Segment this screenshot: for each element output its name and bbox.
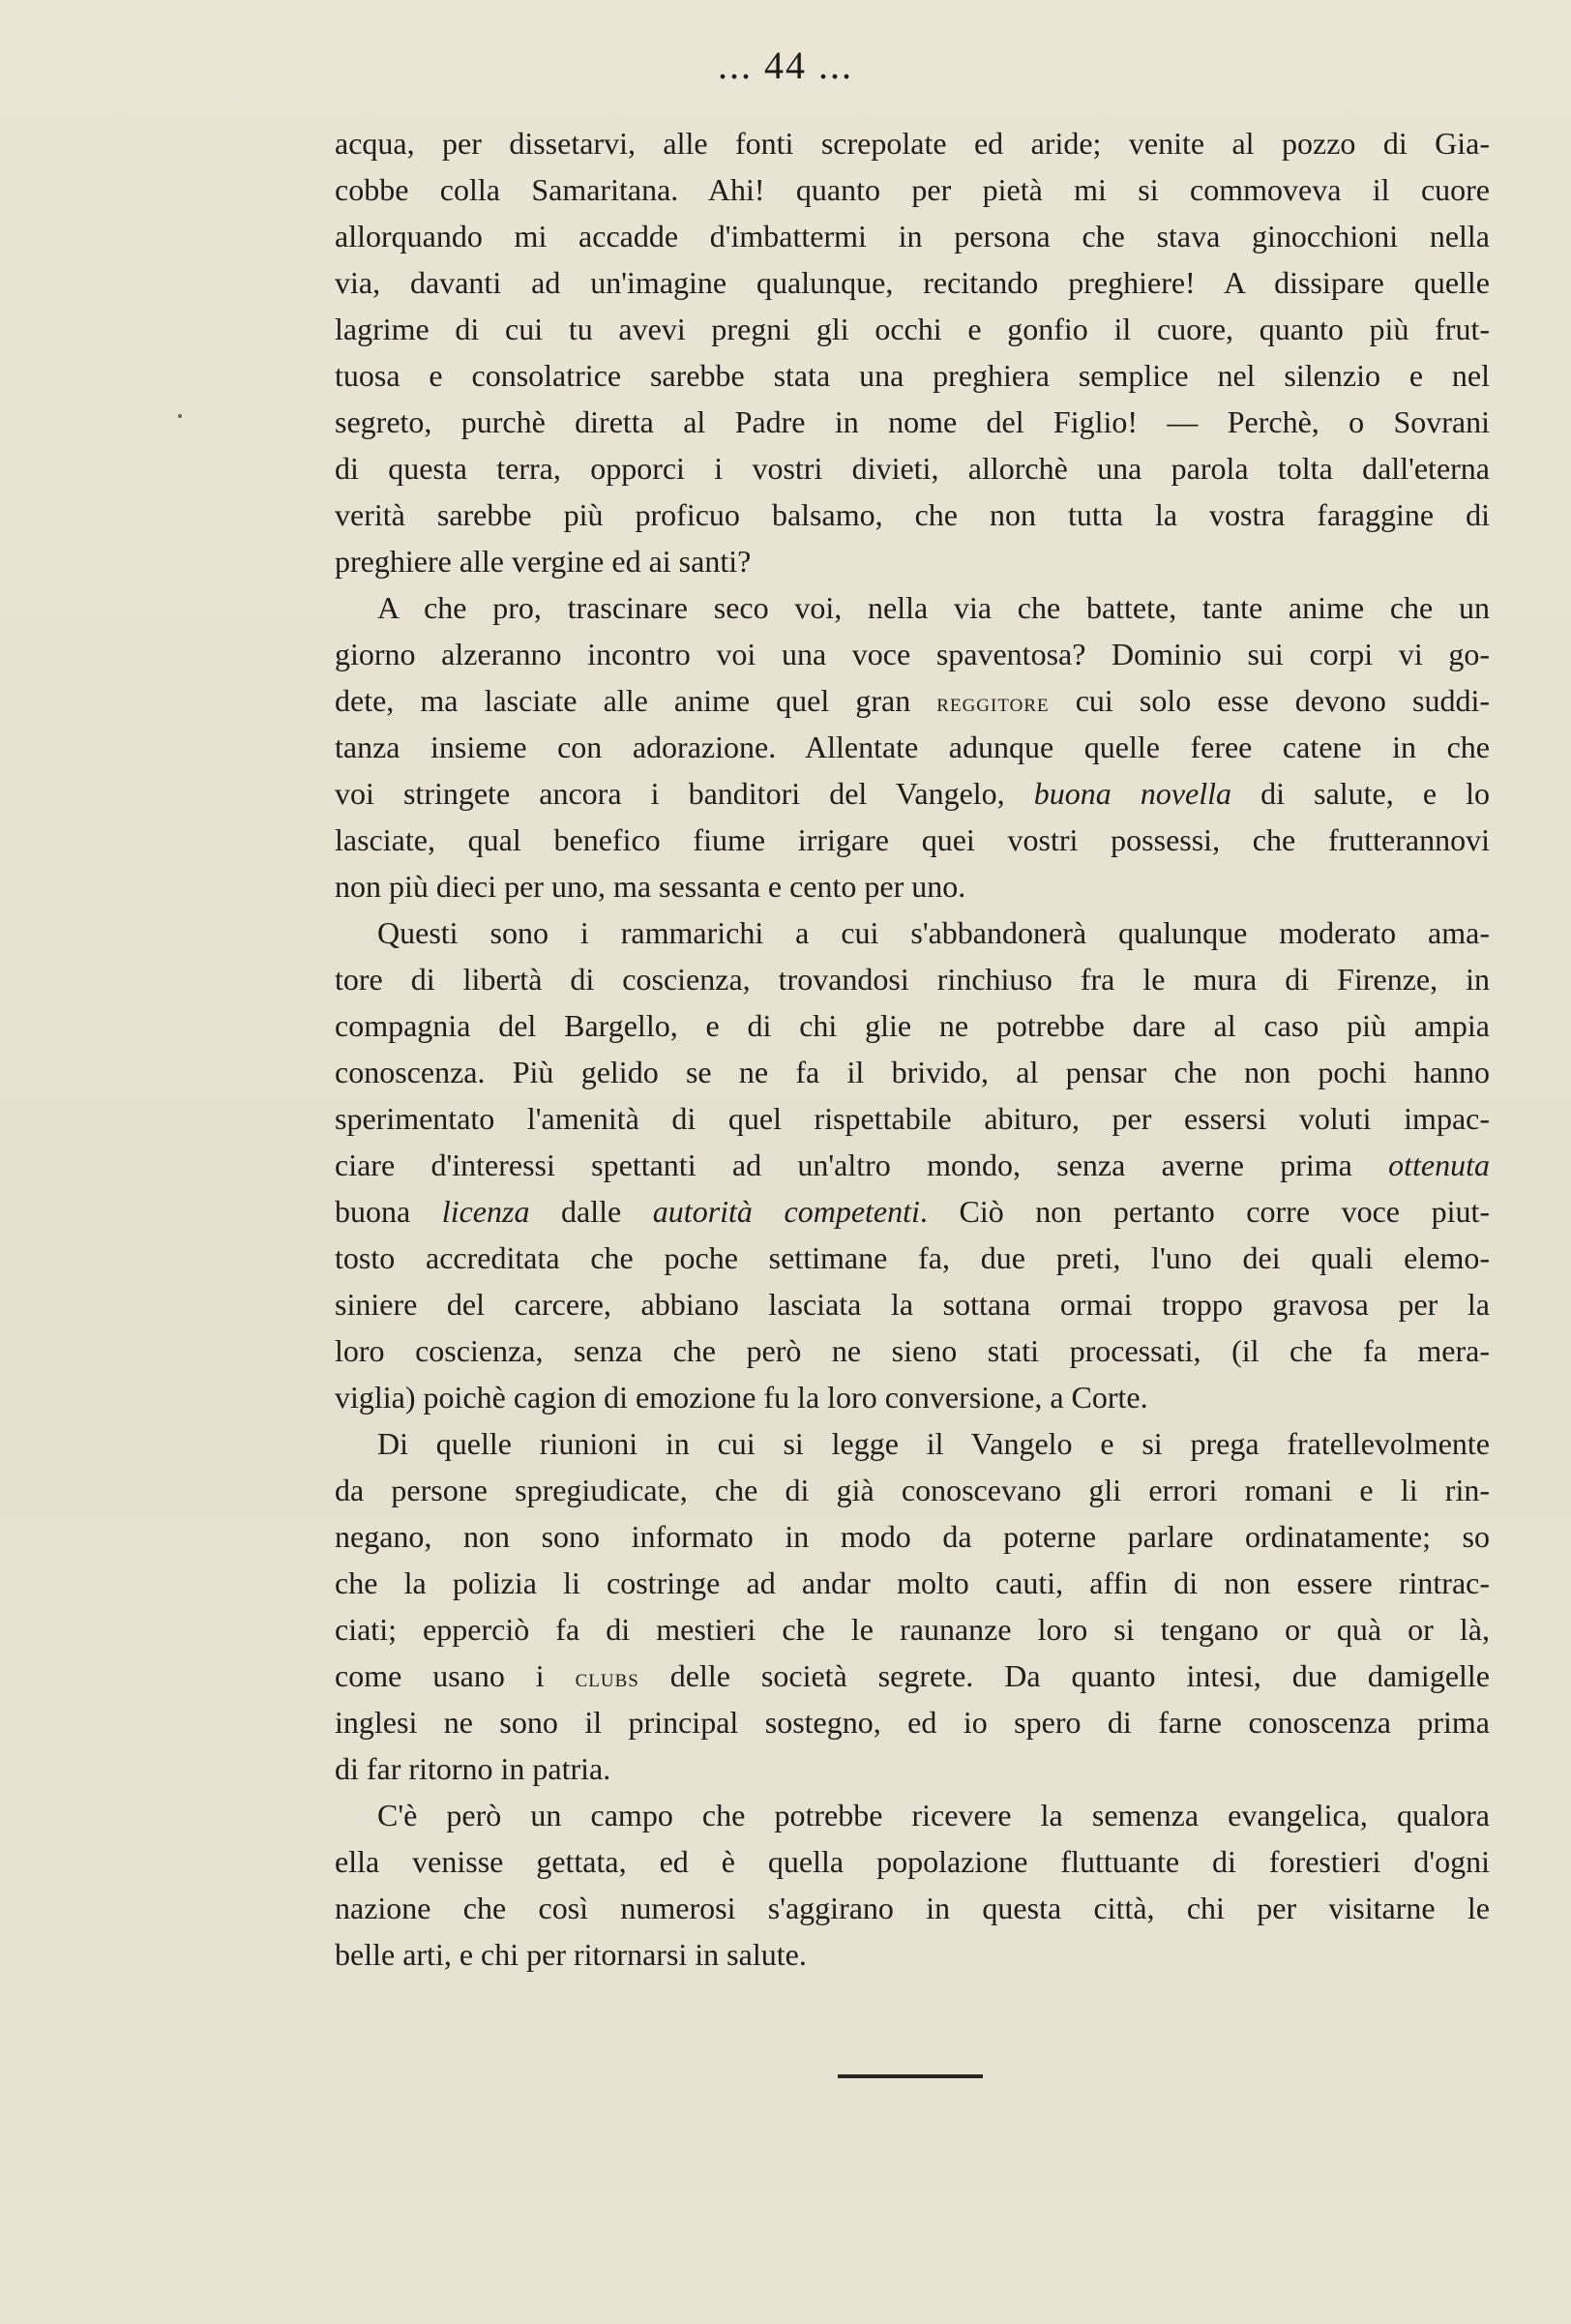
text-line: tuosa e consolatrice sarebbe stata una preghiera semplice nel silenzio e nel bbox=[335, 358, 1490, 393]
text-line: allorquando mi accadde d'imbattermi in persona che stava ginocchioni nella bbox=[335, 219, 1490, 253]
italic-phrase: licenza bbox=[441, 1194, 530, 1229]
text-line: sperimentato l'amenità di quel rispettabile abituro, per essersi voluti impac- bbox=[335, 1101, 1490, 1136]
text-line: preghiere alle vergine ed ai santi? bbox=[335, 544, 752, 579]
text-line: C'è però un campo che potrebbe ricevere la semenza evangelica, qualora bbox=[377, 1798, 1490, 1832]
text-line: Di quelle riunioni in cui si legge il Vangelo e si prega fratellevolmente bbox=[377, 1426, 1490, 1461]
small-caps-term: clubs bbox=[575, 1663, 639, 1692]
text-line: di far ritorno in patria. bbox=[335, 1751, 611, 1786]
text-line: belle arti, e chi per ritornarsi in salute. bbox=[335, 1937, 807, 1972]
text-line: ciare d'interessi spettanti ad un'altro mondo, senza averne prima ottenuta bbox=[335, 1147, 1490, 1182]
text-line: acqua, per dissetarvi, alle fonti screpolate ed aride; venite al pozzo di Gia- bbox=[335, 126, 1490, 161]
text-line: inglesi ne sono il principal sostegno, ed io spero di farne conoscenza prima bbox=[335, 1705, 1490, 1740]
text-line: buona licenza dalle autorità competenti. Ciò non pertanto corre voce piut- bbox=[335, 1194, 1491, 1229]
text-line: come usano i clubs delle società segrete. Da quanto intesi, due damigelle bbox=[335, 1658, 1491, 1693]
text-line: negano, non sono informato in modo da poterne parlare ordinatamente; so bbox=[335, 1519, 1490, 1554]
text-line: non più dieci per uno, ma sessanta e cento per uno. bbox=[335, 869, 966, 904]
text-line: viglia) poichè cagion di emozione fu la loro conversione, a Corte. bbox=[335, 1380, 1148, 1415]
text-line: di questa terra, opporci i vostri divieti, allorchè una parola tolta dall'eterna bbox=[335, 451, 1490, 486]
text-line: lasciate, qual benefico fiume irrigare quei vostri possessi, che frutterannovi bbox=[335, 822, 1490, 857]
text-line: loro coscienza, senza che però ne sieno stati processati, (il che fa mera- bbox=[335, 1333, 1490, 1368]
text-line: dete, ma lasciate alle anime quel gran reggitore cui solo esse devono suddi- bbox=[335, 683, 1491, 718]
text-line: segreto, purchè diretta al Padre in nome del Figlio! — Perchè, o Sovrani bbox=[335, 404, 1490, 439]
text-line: siniere del carcere, abbiano lasciata la sottana ormai troppo gravosa per la bbox=[335, 1287, 1490, 1322]
text-line: cobbe colla Samaritana. Ahi! quanto per pietà mi si commoveva il cuore bbox=[335, 172, 1490, 207]
text-line: conoscenza. Più gelido se ne fa il brivido, al pensar che non pochi hanno bbox=[335, 1055, 1490, 1089]
text-line: A che pro, trascinare seco voi, nella via che battete, tante anime che un bbox=[377, 590, 1490, 625]
paragraph-1 bbox=[335, 120, 1490, 584]
text-line: ella venisse gettata, ed è quella popolazione fluttuante di forestieri d'ogni bbox=[335, 1844, 1490, 1879]
margin-speck bbox=[178, 414, 182, 418]
text-line: via, davanti ad un'imagine qualunque, recitando preghiere! A dissipare quelle bbox=[335, 265, 1490, 300]
paragraph-4 bbox=[335, 1420, 1490, 1792]
text-line: compagnia del Bargello, e di chi glie ne potrebbe dare al caso più ampia bbox=[335, 1008, 1490, 1043]
italic-phrase: ottenuta bbox=[1388, 1147, 1490, 1182]
text-line: tosto accreditata che poche settimane fa, due preti, l'uno dei quali elemo- bbox=[335, 1240, 1490, 1275]
paragraph-2 bbox=[335, 584, 1490, 909]
text-line: verità sarebbe più proficuo balsamo, che non tutta la vostra faraggine di bbox=[335, 497, 1490, 532]
text-line: Questi sono i rammarichi a cui s'abbandonerà qualunque moderato ama- bbox=[377, 915, 1490, 950]
small-caps-term: reggitore bbox=[936, 688, 1050, 717]
page-number: ... 44 ... bbox=[718, 44, 853, 87]
text-line: da persone spregiudicate, che di già conoscevano gli errori romani e li rin- bbox=[335, 1473, 1490, 1507]
text-line: che la polizia li costringe ad andar molto cauti, affin di non essere rintrac- bbox=[335, 1565, 1490, 1600]
text-line: voi stringete ancora i banditori del Vangelo, buona novella di salute, e lo bbox=[335, 776, 1491, 811]
paragraph-3 bbox=[335, 909, 1490, 1420]
body-text bbox=[335, 120, 1490, 1978]
text-line: giorno alzeranno incontro voi una voce spaventosa? Dominio sui corpi vi go- bbox=[335, 637, 1490, 671]
text-line: tore di libertà di coscienza, trovandosi rinchiuso fra le mura di Firenze, in bbox=[335, 962, 1490, 997]
text-line: ciati; epperciò fa di mestieri che le raunanze loro si tengano or quà or là, bbox=[335, 1612, 1490, 1647]
italic-phrase: autorità competenti bbox=[652, 1194, 920, 1229]
section-end-rule bbox=[838, 2074, 983, 2078]
italic-phrase: buona novella bbox=[1033, 776, 1232, 811]
text-line: tanza insieme con adorazione. Allentate adunque quelle feree catene in che bbox=[335, 730, 1490, 764]
text-line: lagrime di cui tu avevi pregni gli occhi e gonfio il cuore, quanto più frut- bbox=[335, 312, 1490, 346]
text-line: nazione che così numerosi s'aggirano in questa città, chi per visitarne le bbox=[335, 1891, 1490, 1925]
paragraph-5 bbox=[335, 1792, 1490, 1978]
